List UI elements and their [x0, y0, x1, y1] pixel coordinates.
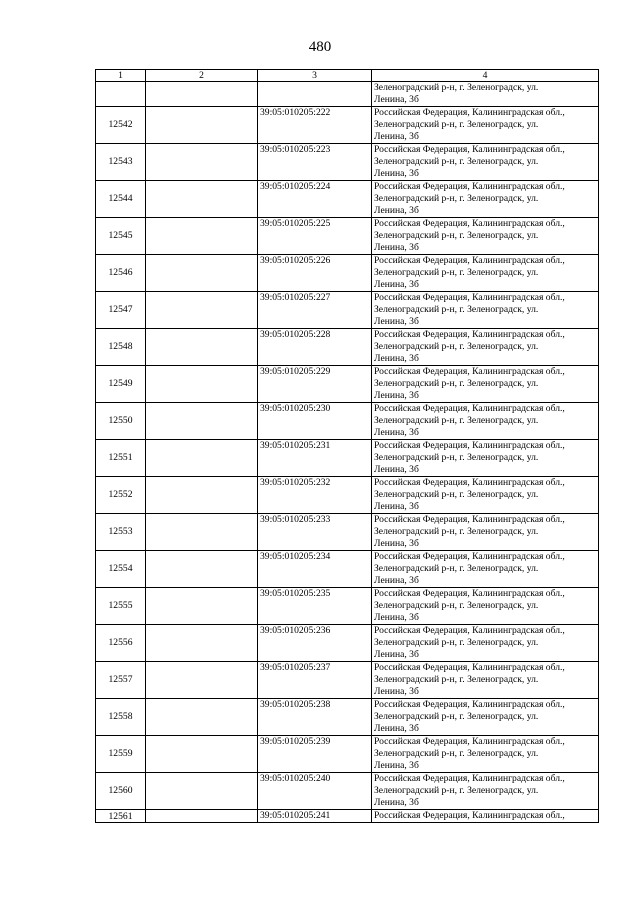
table-row: [96, 366, 599, 403]
cell-cadastral: 39:05:010205:226: [258, 255, 372, 292]
address-line: Зеленоградский р-н, г. Зеленоградск, ул.: [374, 563, 539, 574]
address-line: Российская Федерация, Калининградская обл.,: [374, 551, 565, 562]
address-line: Российская Федерация, Калининградская обл.,: [374, 107, 565, 118]
address-line: Зеленоградский р-н, г. Зеленоградск, ул.: [374, 267, 539, 278]
cell-empty: [146, 181, 258, 218]
cell-cadastral: 39:05:010205:223: [258, 144, 372, 181]
cell-address: [372, 736, 599, 773]
address-line: Российская Федерация, Калининградская обл.,: [374, 477, 565, 488]
cell-empty: [146, 625, 258, 662]
table-row: [96, 107, 599, 144]
cell-cadastral: 39:05:010205:235: [258, 588, 372, 625]
header-col-2: 2: [146, 70, 258, 82]
cell-cadastral: 39:05:010205:227: [258, 292, 372, 329]
cell-num: 12554: [96, 551, 146, 588]
cell-num: 12556: [96, 625, 146, 662]
cell-cadastral: 39:05:010205:240: [258, 773, 372, 810]
address-line: Ленина, 3б: [374, 131, 419, 142]
table-row: [96, 699, 599, 736]
address-line: Зеленоградский р-н, г. Зеленоградск, ул.: [374, 193, 539, 204]
table-row: [96, 440, 599, 477]
cell-address: [372, 144, 599, 181]
cell-empty: [146, 588, 258, 625]
cell-num: 12546: [96, 255, 146, 292]
cell-empty: [146, 477, 258, 514]
address-line: Зеленоградский р-н, г. Зеленоградск, ул.: [374, 600, 539, 611]
cell-empty: [146, 551, 258, 588]
cell-address: [372, 662, 599, 699]
address-line: Ленина, 3б: [374, 797, 419, 808]
table-row: [96, 329, 599, 366]
address-line: Зеленоградский р-н, г. Зеленоградск, ул.: [374, 452, 539, 463]
cell-address: [372, 107, 599, 144]
address-line: Ленина, 3б: [374, 168, 419, 179]
cell-empty: [146, 366, 258, 403]
address-line: Ленина, 3б: [374, 612, 419, 623]
cell-empty: [146, 440, 258, 477]
address-line: Зеленоградский р-н, г. Зеленоградск, ул.: [374, 119, 539, 130]
cell-address: [372, 514, 599, 551]
table-row: [96, 403, 599, 440]
cell-num: 12543: [96, 144, 146, 181]
address-line: Ленина, 3б: [374, 538, 419, 549]
cell-empty: [146, 514, 258, 551]
address-line: Зеленоградский р-н, г. Зеленоградск, ул.: [374, 415, 539, 426]
address-line: Российская Федерация, Калининградская обл.,: [374, 662, 565, 673]
table-row: [96, 662, 599, 699]
header-col-1: 1: [96, 70, 146, 82]
header-col-4: 4: [372, 70, 599, 82]
address-line: Российская Федерация, Калининградская обл.,: [374, 736, 565, 747]
cell-cadastral: 39:05:010205:232: [258, 477, 372, 514]
table-row: [96, 255, 599, 292]
cell-num: 12542: [96, 107, 146, 144]
cell-num: 12544: [96, 181, 146, 218]
address-line: Ленина, 3б: [374, 94, 419, 105]
table-row: [96, 551, 599, 588]
address-line: Зеленоградский р-н, г. Зеленоградск, ул.: [374, 378, 539, 389]
cell-num: 12547: [96, 292, 146, 329]
address-line: Российская Федерация, Калининградская обл.,: [374, 329, 565, 340]
cell-num: 12551: [96, 440, 146, 477]
cell-empty: [146, 773, 258, 810]
cell-address: [372, 588, 599, 625]
address-line: Российская Федерация, Калининградская обл.,: [374, 292, 565, 303]
cell-cadastral: 39:05:010205:230: [258, 403, 372, 440]
cell-address: [372, 551, 599, 588]
address-line: Зеленоградский р-н, г. Зеленоградск, ул.: [374, 711, 539, 722]
cell-address: [372, 292, 599, 329]
cell-cadastral: 39:05:010205:236: [258, 625, 372, 662]
address-line: Российская Федерация, Калининградская обл.,: [374, 181, 565, 192]
address-line: Российская Федерация, Калининградская обл.,: [374, 366, 565, 377]
cell-empty: [146, 255, 258, 292]
cell-num: 12549: [96, 366, 146, 403]
cell-address: [372, 82, 599, 107]
cell-address: [372, 329, 599, 366]
cell-cadastral: 39:05:010205:229: [258, 366, 372, 403]
address-line: Ленина, 3б: [374, 723, 419, 734]
address-line: Зеленоградский р-н, г. Зеленоградск, ул.: [374, 748, 539, 759]
cell-num: 12561: [96, 810, 146, 823]
address-line: Российская Федерация, Калининградская обл.,: [374, 699, 565, 710]
table-row: [96, 736, 599, 773]
cell-num: [96, 82, 146, 107]
address-line: Зеленоградский р-н, г. Зеленоградск, ул.: [374, 304, 539, 315]
cell-address: [372, 625, 599, 662]
cell-num: 12545: [96, 218, 146, 255]
cell-address: [372, 810, 599, 823]
cell-empty: [146, 329, 258, 366]
address-line: Российская Федерация, Калининградская обл.,: [374, 144, 565, 155]
address-line: Зеленоградский р-н, г. Зеленоградск, ул.: [374, 674, 539, 685]
cell-cadastral: 39:05:010205:222: [258, 107, 372, 144]
address-line: Ленина, 3б: [374, 501, 419, 512]
table-row: [96, 810, 599, 823]
cell-address: [372, 699, 599, 736]
address-line: Российская Федерация, Калининградская обл.,: [374, 440, 565, 451]
address-line: Ленина, 3б: [374, 686, 419, 697]
address-line: Зеленоградский р-н, г. Зеленоградск, ул.: [374, 785, 539, 796]
address-line: Ленина, 3б: [374, 649, 419, 660]
cell-empty: [146, 736, 258, 773]
address-line: Ленина, 3б: [374, 575, 419, 586]
address-line: Российская Федерация, Калининградская обл.,: [374, 218, 565, 229]
cell-cadastral: 39:05:010205:238: [258, 699, 372, 736]
cell-num: 12552: [96, 477, 146, 514]
cell-cadastral: 39:05:010205:239: [258, 736, 372, 773]
cell-num: 12553: [96, 514, 146, 551]
cell-num: 12557: [96, 662, 146, 699]
table-row: [96, 588, 599, 625]
cell-address: [372, 218, 599, 255]
cell-num: 12559: [96, 736, 146, 773]
table-row: [96, 773, 599, 810]
cell-empty: [146, 292, 258, 329]
cell-cadastral: 39:05:010205:237: [258, 662, 372, 699]
address-line: Российская Федерация, Калининградская обл.,: [374, 625, 565, 636]
address-line: Ленина, 3б: [374, 353, 419, 364]
register-table: [95, 69, 599, 823]
cell-num: 12560: [96, 773, 146, 810]
address-line: Российская Федерация, Калининградская обл.,: [374, 514, 565, 525]
cell-empty: [146, 662, 258, 699]
cell-num: 12548: [96, 329, 146, 366]
table-row: [96, 514, 599, 551]
address-line: Ленина, 3б: [374, 242, 419, 253]
cell-address: [372, 773, 599, 810]
cell-empty: [146, 107, 258, 144]
address-line: Ленина, 3б: [374, 316, 419, 327]
cell-num: 12555: [96, 588, 146, 625]
cell-empty: [146, 403, 258, 440]
cell-cadastral: 39:05:010205:225: [258, 218, 372, 255]
address-line: Зеленоградский р-н, г. Зеленоградск, ул.: [374, 341, 539, 352]
cell-empty: [146, 699, 258, 736]
cell-cadastral: 39:05:010205:241: [258, 810, 372, 823]
address-line: Российская Федерация, Калининградская обл.,: [374, 810, 565, 821]
cell-empty: [146, 218, 258, 255]
cell-num: 12558: [96, 699, 146, 736]
continued-row: [96, 82, 599, 107]
address-line: Ленина, 3б: [374, 205, 419, 216]
header-row: [96, 70, 599, 82]
cell-address: [372, 477, 599, 514]
table-row: [96, 477, 599, 514]
address-line: Зеленоградский р-н, г. Зеленоградск, ул.: [374, 637, 539, 648]
cell-address: [372, 181, 599, 218]
cell-cadastral: 39:05:010205:233: [258, 514, 372, 551]
address-line: Зеленоградский р-н, г. Зеленоградск, ул.: [374, 489, 539, 500]
address-line: Ленина, 3б: [374, 760, 419, 771]
cell-empty: [146, 82, 258, 107]
cell-address: [372, 366, 599, 403]
table-row: [96, 144, 599, 181]
cell-address: [372, 440, 599, 477]
table-row: [96, 218, 599, 255]
address-line: Ленина, 3б: [374, 279, 419, 290]
cell-cadastral: [258, 82, 372, 107]
address-line: Зеленоградский р-н, г. Зеленоградск, ул.: [374, 156, 539, 167]
address-line: Российская Федерация, Калининградская обл.,: [374, 403, 565, 414]
address-line: Зеленоградский р-н, г. Зеленоградск, ул.: [374, 230, 539, 241]
address-line: Российская Федерация, Калининградская обл.,: [374, 773, 565, 784]
table-row: [96, 292, 599, 329]
address-line: Российская Федерация, Калининградская обл.,: [374, 588, 565, 599]
address-line: Зеленоградский р-н, г. Зеленоградск, ул.: [374, 526, 539, 537]
address-line: Российская Федерация, Калининградская обл.,: [374, 255, 565, 266]
page-number: 480: [308, 39, 332, 55]
address-line: Ленина, 3б: [374, 464, 419, 475]
cell-address: [372, 403, 599, 440]
cell-cadastral: 39:05:010205:231: [258, 440, 372, 477]
address-line: Ленина, 3б: [374, 390, 419, 401]
header-col-3: 3: [258, 70, 372, 82]
address-line: Зеленоградский р-н, г. Зеленоградск, ул.: [374, 82, 539, 93]
cell-empty: [146, 810, 258, 823]
cell-num: 12550: [96, 403, 146, 440]
cell-cadastral: 39:05:010205:228: [258, 329, 372, 366]
cell-empty: [146, 144, 258, 181]
cell-cadastral: 39:05:010205:234: [258, 551, 372, 588]
cell-address: [372, 255, 599, 292]
table-row: [96, 181, 599, 218]
table-row: [96, 625, 599, 662]
address-line: Ленина, 3б: [374, 427, 419, 438]
cell-cadastral: 39:05:010205:224: [258, 181, 372, 218]
